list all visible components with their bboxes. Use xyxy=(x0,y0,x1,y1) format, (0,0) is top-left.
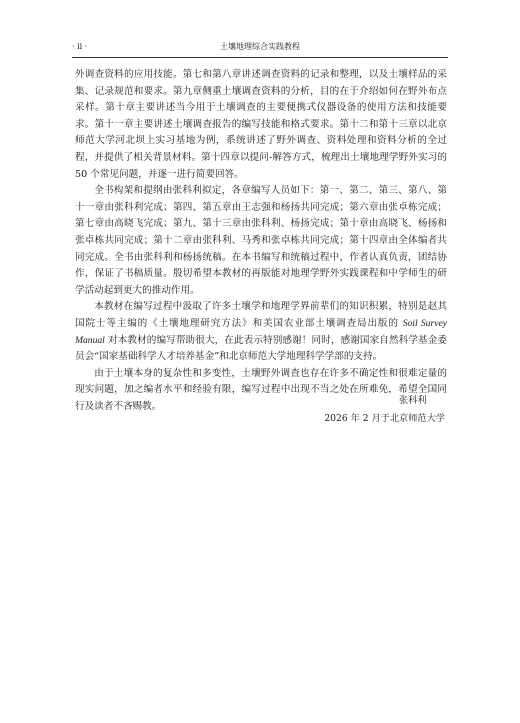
signature-author: 张科利 xyxy=(399,395,427,406)
page-number: · ii · xyxy=(72,42,88,51)
acknowledgements-text-start: 本教材在编写过程中汲取了许多土壤学和地理学界前辈们的知识积累，特别是赵其国院士等主编的《土壤地理研究方法》和美国农业部土壤调查局出版的 xyxy=(75,301,447,329)
book-title-italic: Soil Survey Manual xyxy=(75,317,447,346)
running-head xyxy=(72,40,448,54)
running-head-title: 土壤地理综合实践教程 xyxy=(220,42,300,51)
paragraph-authorship: 全书构架和提纲由张科利拟定，各章编写人员如下：第一、第二、第三、第八、第十一章由张科利完成；第四、第五章由王志强和杨扬共同完成；第六章由张卓栋完成；第七章由高晓飞完成；第九、第十三章由张科利、杨扬完成；第十章由高晓飞、杨扬和张卓栋共同完成；第十二章由张科利、马秀和张卓栋共同完成；第十四章由全体编者共同完成。全书由张科利和杨扬统稿。在本书编写和统稿过程中，作者认真负责，团结协作，保证了书稿质量。殷切希望本教材的再版能对地理学野外实践课程和中学师生的研学活动起到更大的推动作用。 xyxy=(75,185,447,296)
signature-date-place: 2026 年 2 月于北京师范大学 xyxy=(324,413,445,424)
header-rule xyxy=(72,57,448,58)
signature-block xyxy=(245,392,445,428)
paragraph-acknowledgements xyxy=(75,299,447,365)
acknowledgements-text-end: 对本教材的编写帮助很大，在此表示特别感谢！同时，感谢国家自然科学基金委员会“国家基础科学人才培养基金”和北京师范大学地理科学学部的支持。 xyxy=(75,334,447,363)
preface-body xyxy=(75,67,447,415)
paragraph-disclaimer: 由于土壤本身的复杂性和多变性，土壤野外调查也存在许多不确定性和很难定量的现实问题，加之编者水平和经验有限，编写过程中出现不当之处在所难免，希望全国同行及读者不吝赐教。 xyxy=(75,367,447,412)
paragraph-chapter-overview: 外调查资料的应用技能。第七和第八章讲述调查资料的记录和整理，以及土壤样品的采集、记录规范和要求。第九章侧重土壤调查资料的分析，目的在于介绍如何在野外布点采样。第十章主要讲述当今用于土壤调查的主要便携式仪器设备的使用方法和技能要求。第十一章主要讲述土壤调查报告的编写技能和格式要求。第十二和第十三章以北京师范大学河北坝上实习基地为例，系统讲述了野外调查、资料处理和资料分析的全过程，并提供了相关背景材料。第十四章以提问-解答方式，梳理出土壤地理学野外实习的 50 个常见问题，并逐一进行简要回答。 xyxy=(75,69,447,180)
